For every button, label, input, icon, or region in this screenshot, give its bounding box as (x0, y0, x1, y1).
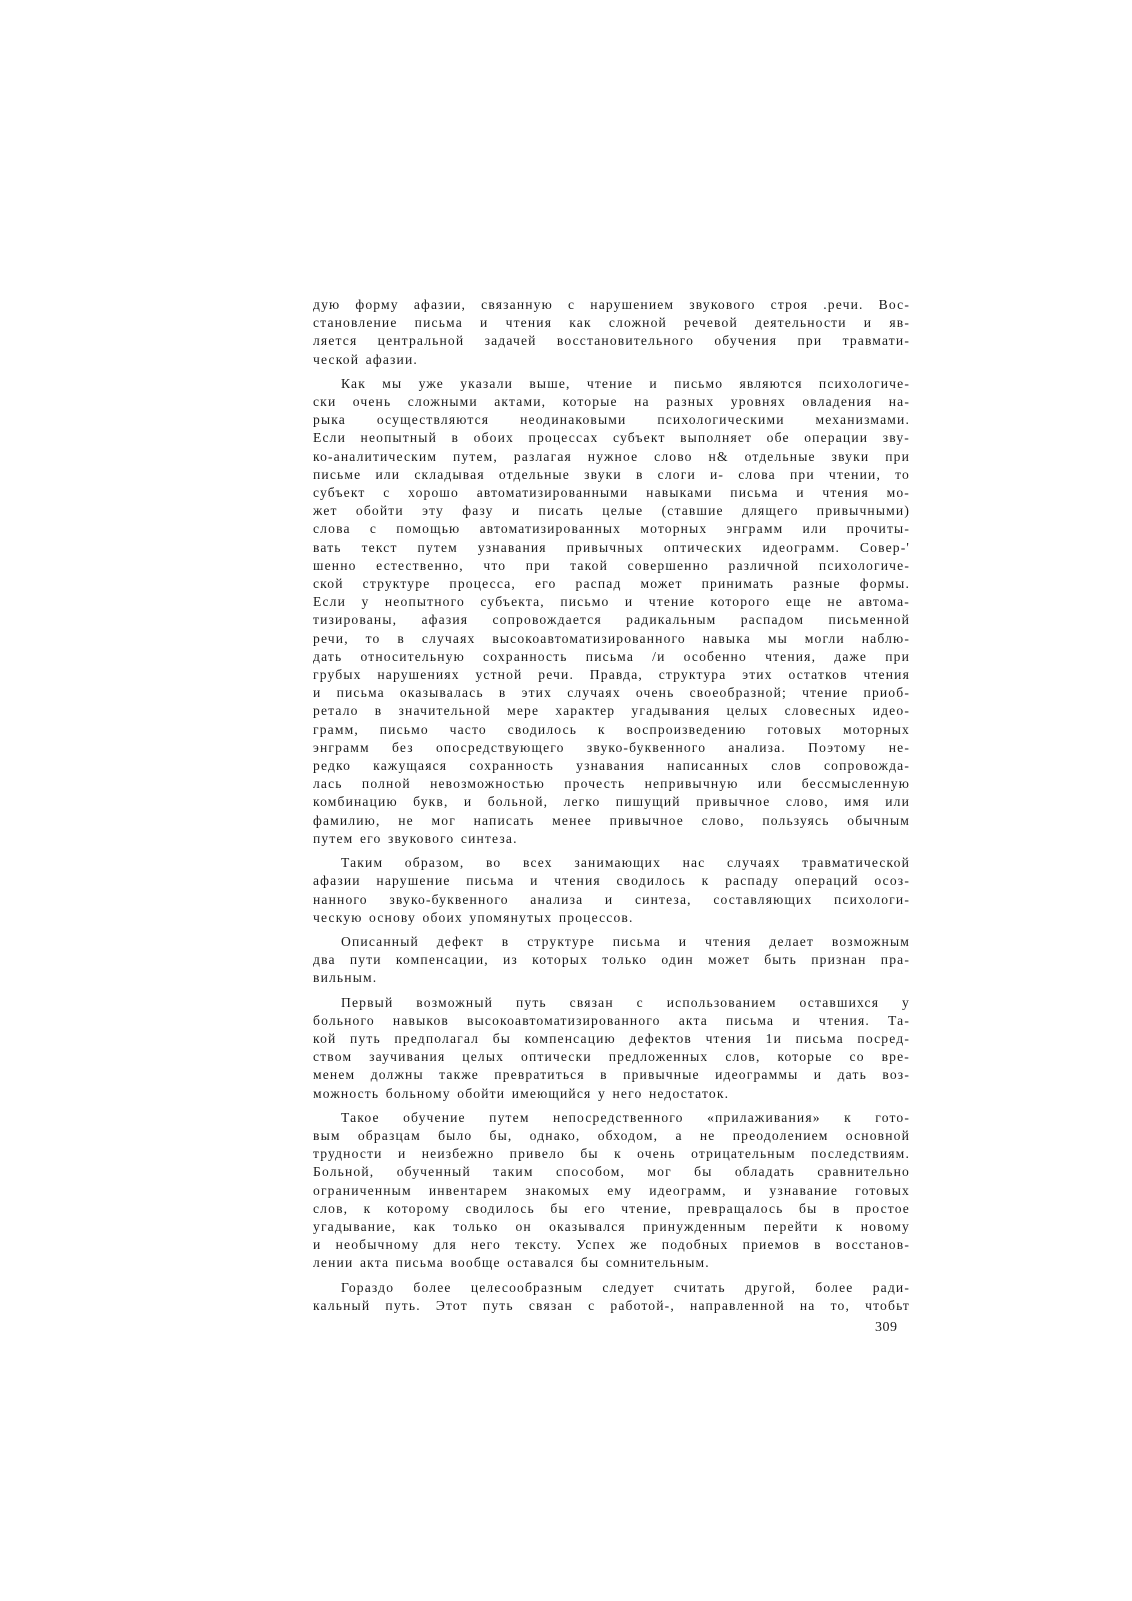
text-line: ческой афазии. (313, 351, 418, 367)
text-line: Больной, обученный таким способом, мог бы обладать сравнительно (313, 1164, 910, 1180)
text-line: лении акта письма вообще оставался бы сомнительным. (313, 1255, 710, 1271)
text-line: дую форму афазии, связанную с нарушением звукового строя .речи. Вос- (313, 297, 910, 312)
text-line: фамилию, не мог написать менее привычное слово, пользуясь обычным (313, 812, 910, 828)
paragraph (313, 994, 910, 1103)
text-line: рыка осуществляются неодинаковыми психологическими механизмами. (313, 412, 910, 428)
text-line: ством заучивания целых оптически предложенных слов, которые со вре- (313, 1049, 910, 1065)
text-line: нанного звуко-буквенного анализа и синтеза, составляющих психологи- (313, 891, 910, 907)
text-line: грубых нарушениях устной речи. Правда, структура этих остатков чтения (313, 667, 910, 683)
text-line: ческую основу обоих упомянутых процессов. (313, 909, 634, 925)
text-line: жет обойти эту фазу и писать целые (ставшие длящего привычными) (313, 503, 910, 519)
paragraph (313, 375, 910, 848)
text-line: лась полной невозможностью прочесть непривычную или бессмысленную (313, 776, 910, 792)
text-line: Как мы уже указали выше, чтение и письмо являются психологиче- (341, 375, 910, 391)
text-line: и необычному для него тексту. Успех же подобных приемов в восстанов- (313, 1237, 910, 1253)
text-line: угадывание, как только он оказывался принужденным перейти к новому (313, 1218, 910, 1234)
text-line: тизированы, афазия сопровождается радикальным распадом письменной (313, 612, 910, 628)
text-line: вать текст путем узнавания привычных оптических идеограмм. Совер-' (313, 539, 910, 555)
text-line: кальный путь. Этот путь связан с работой-, направленной на то, чтобьт (313, 1297, 910, 1313)
text-line: энграмм без опосредствующего звуко-буквенного анализа. Поэтому не- (313, 739, 910, 755)
text-line: и письма оказывалась в этих случаях очень своеобразной; чтение приоб- (313, 685, 910, 701)
text-line: Описанный дефект в структуре письма и чтения делает возможным (341, 933, 910, 949)
text-line: ретало в значительной мере характер угадывания целых словесных идео- (313, 703, 910, 719)
text-line: слов, к которому сводилось бы его чтение, превращалось бы в простое (313, 1200, 910, 1216)
text-line: Гораздо более целесообразным следует считать другой, более ради- (341, 1279, 910, 1295)
text-line: Если у неопытного субъекта, письмо и чтение которого еще не автома- (313, 594, 910, 610)
text-line: письме или складывая отдельные звуки в слоги и- слова при чтении, то (313, 466, 910, 482)
paragraph (313, 1109, 910, 1273)
text-line: дать относительную сохранность письма /и особенно чтения, даже при (313, 648, 910, 664)
text-line: можность больному обойти имеющийся у него недостаток. (313, 1085, 730, 1101)
text-line: становление письма и чтения как сложной речевой деятельности и яв- (313, 315, 910, 331)
text-line: вым образцам было бы, однако, обходом, а не преодолением основной (313, 1127, 910, 1143)
page-number: 309 (875, 1320, 898, 1335)
text-line: ко-аналитическим путем, разлагая нужное слово н& отдельные звуки при (313, 448, 910, 464)
paragraph (313, 1279, 910, 1315)
paragraph (313, 296, 910, 369)
text-line: Такое обучение путем непосредственного «прилаживания» к гото- (341, 1109, 910, 1125)
text-line: два пути компенсации, из которых только один может быть признан пра- (313, 952, 910, 968)
text-line: грамм, письмо часто сводилось к воспроизведению готовых моторных (313, 721, 910, 737)
text-line: ской структуре процесса, его распад может принимать разные формы. (313, 576, 910, 592)
paragraph (313, 854, 910, 927)
text-line: комбинацию букв, и больной, легко пишущий привычное слово, имя или (313, 794, 910, 810)
text-line: путем его звукового синтеза. (313, 830, 518, 846)
text-line: больного навыков высокоавтоматизированного акта письма и чтения. Та- (313, 1012, 910, 1028)
text-line: менем должны также превратиться в привычные идеограммы и дать воз- (313, 1067, 910, 1083)
text-line: редко кажущаяся сохранность узнавания написанных слов сопровожда- (313, 758, 910, 774)
text-line: ски очень сложными актами, которые на разных уровнях овладения на- (313, 394, 910, 410)
text-line: вильным. (313, 970, 378, 986)
paragraph (313, 933, 910, 988)
text-line: трудности и неизбежно привело бы к очень отрицательным последствиям. (313, 1146, 910, 1162)
text-line: ляется центральной задачей восстановительного обучения при травмати- (313, 333, 910, 349)
text-line: шенно естественно, что при такой совершенно различной психологиче- (313, 557, 910, 573)
text-line: Первый возможный путь связан с использованием оставшихся у (341, 994, 910, 1010)
text-line: речи, то в случаях высокоавтоматизированного навыка мы могли наблю- (313, 630, 910, 646)
text-line: Если неопытный в обоих процессах субъект выполняет обе операции зву- (313, 430, 910, 446)
text-line: субъект с хорошо автоматизированными навыками письма и чтения мо- (313, 485, 910, 501)
text-line: слова с помощью автоматизированных моторных энграмм или прочиты- (313, 521, 910, 537)
text-line: Таким образом, во всех занимающих нас случаях травматической (341, 855, 910, 871)
text-line: кой путь предполагал бы компенсацию дефектов чтения 1и письма посред- (313, 1030, 910, 1046)
page-text-block (313, 296, 910, 1321)
text-line: афазии нарушение письма и чтения сводилось к распаду операций осоз- (313, 873, 910, 889)
text-line: ограниченным инвентарем знакомых ему идеограмм, и узнавание готовых (313, 1182, 910, 1198)
